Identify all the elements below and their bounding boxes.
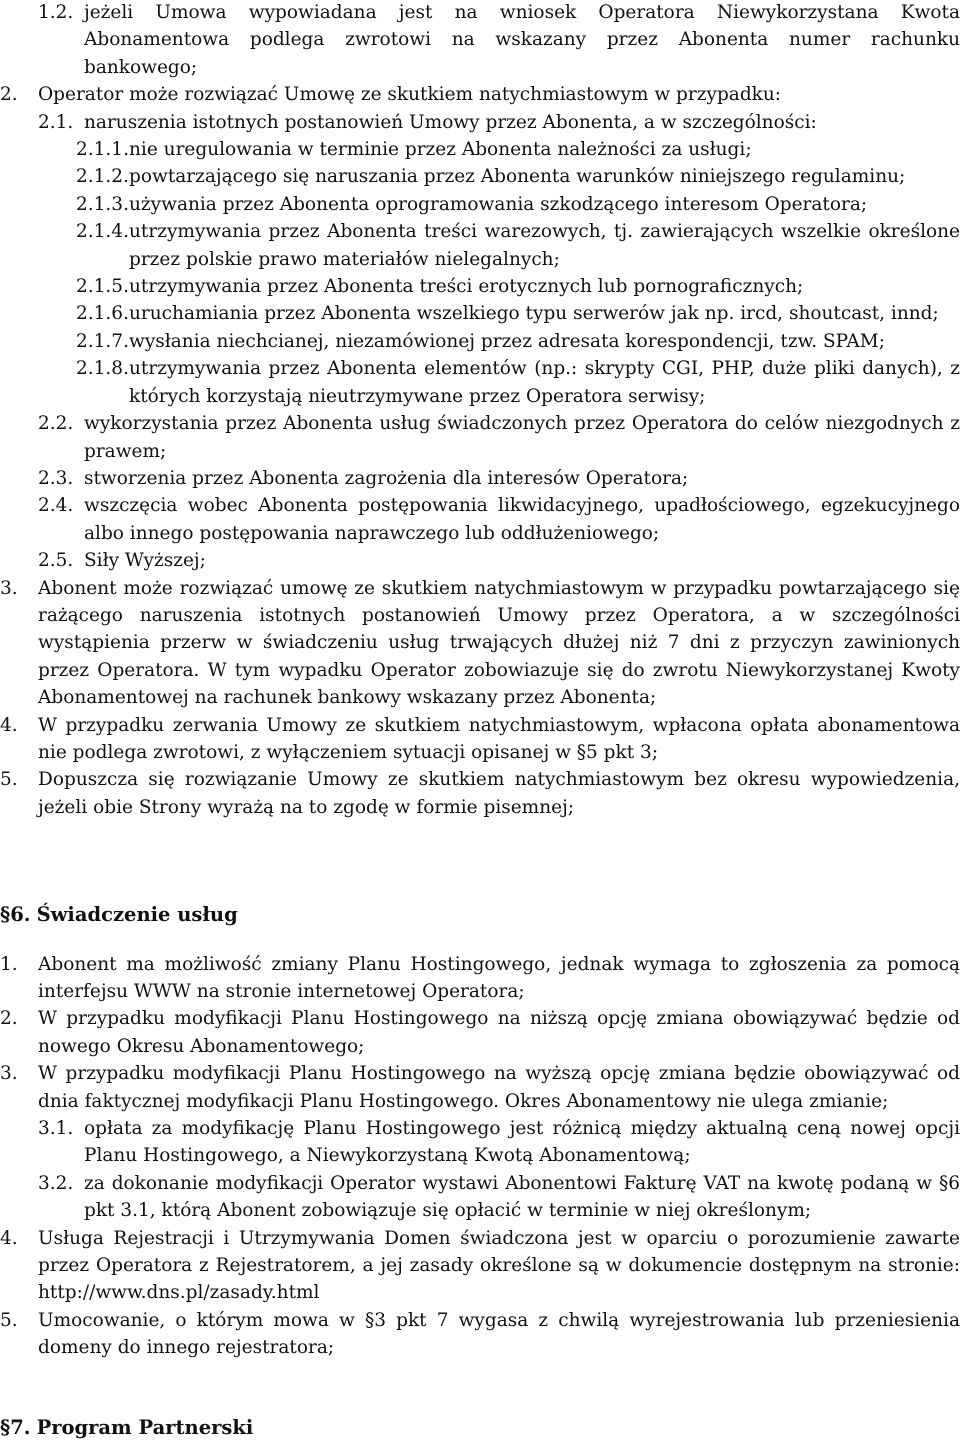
clause-number: 2. [0,1008,18,1030]
clause-number: 4. [0,1227,18,1249]
clause-text: wysłania niechcianej, niezamówionej przez adresata korespondencji, tzw. SPAM; [129,330,885,352]
clause-2-5 [0,547,960,574]
clause-number: 1. [0,953,18,975]
clause-number: 3.1. [38,1118,74,1140]
clause-number: 2.1.2. [76,166,129,188]
clause-5 [0,766,960,821]
clause-text: wszczęcia wobec Abonenta postępowania likwidacyjnego, upadłościowego, egzekucyjnego albo innego postępowania naprawczego lub oddłużeniowego; [84,495,960,544]
s6-clause-4 [0,1225,960,1307]
clause-text: Umocowanie, o którym mowa w §3 pkt 7 wygasa z chwilą wyrejestrowania lub przeniesienia domeny do innego rejestratora; [38,1309,960,1359]
clause-2-2 [0,410,960,465]
clause-text: stworzenia przez Abonenta zagrożenia dla interesów Operatora; [84,467,689,489]
clause-number: 4. [0,714,18,736]
section-number: §6. [0,903,31,927]
section-title: Program Partnerski [36,1415,254,1439]
s6-clause-1 [0,951,960,1006]
section-6-heading [0,901,960,928]
section-title: Świadczenie usług [36,903,238,927]
clause-2-1-6 [0,300,960,327]
clause-1-2 [0,0,960,81]
clause-2-1-8 [0,355,960,410]
clause-number: 2.4. [38,495,74,517]
clause-text: utrzymywania przez Abonenta elementów (np.: skrypty CGI, PHP, duże pliki danych), z których korzystają nieutrzymywane przez Operatora serwisy; [129,358,960,407]
clause-number: 5. [0,769,18,791]
clause-text: Siły Wyższej; [84,550,206,572]
s6-clause-3-1 [0,1115,960,1170]
clause-number: 2.1.8. [76,358,129,380]
clause-4 [0,712,960,767]
clause-number: 3. [0,577,18,599]
clause-number: 3.2. [38,1172,74,1194]
section-number: §7. [0,1415,31,1439]
clause-number: 2.1.3. [76,193,129,215]
clause-text: opłata za modyfikację Planu Hostingowego jest różnicą między aktualną ceną nowej opcji Planu Hostingowego, a Niewykorzystaną Kwotą Abonamentową; [84,1118,960,1167]
s6-clause-2 [0,1005,960,1060]
clause-text: Operator może rozwiązać Umowę ze skutkiem natychmiastowym w przypadku: [38,84,782,106]
section-7-heading [0,1414,960,1441]
clause-text: W przypadku modyfikacji Planu Hostingowego na niższą opcję zmiana obowiązywać będzie od nowego Okresu Abonamentowego; [38,1008,960,1057]
clause-2-1-1 [0,136,960,163]
clause-number: 2.1.5. [76,276,129,298]
clause-2-1-2 [0,163,960,190]
clause-text: Usługa Rejestracji i Utrzymywania Domen świadczona jest w oparciu o porozumienie zawarte przez Operatora z Rejestratorem, a jej zasady określone są w dokumencie dostępnym na stronie: http://www.dns.pl/zasady.html [38,1227,960,1304]
clause-text: wykorzystania przez Abonenta usług świadczonych przez Operatora do celów niezgodnych z prawem; [84,413,960,462]
clause-text: utrzymywania przez Abonenta treści warezowych, tj. zawierających wszelkie określone przez polskie prawo materiałów nielegalnych; [129,221,960,270]
clause-text: za dokonanie modyfikacji Operator wystawi Abonentowi Fakturę VAT na kwotę podaną w §6 pkt 3.1, którą Abonent zobowiązuje się opłacić w terminie w niej określonym; [84,1172,960,1222]
clause-2 [0,81,960,108]
clause-number: 2.1. [38,111,74,133]
clause-number: 2. [0,84,18,106]
clause-text: Dopuszcza się rozwiązanie Umowy ze skutkiem natychmiastowym bez okresu wypowiedzenia, jeżeli obie Strony wyrażą na to zgodę w formie pisemnej; [38,769,960,818]
clause-text: W przypadku modyfikacji Planu Hostingowego na wyższą opcję zmiana będzie obowiązywać od dnia faktycznej modyfikacji Planu Hostingowego. Okres Abonamentowy nie ulega zmianie; [38,1063,960,1112]
clause-3 [0,575,960,712]
clause-2-1-3 [0,191,960,218]
clause-text: utrzymywania przez Abonenta treści erotycznych lub pornograficznych; [129,276,804,298]
s6-clause-3 [0,1060,960,1115]
clause-2-1-4 [0,218,960,273]
clause-number: 2.1.7. [76,330,129,352]
clause-text: jeżeli Umowa wypowiadana jest na wniosek Operatora Niewykorzystana Kwota Abonamentowa podlega zwrotowi na wskazany przez Abonenta numer rachunku bankowego; [84,2,960,78]
s6-clause-5 [0,1307,960,1362]
clause-number: 2.5. [38,550,74,572]
clause-number: 2.1.4. [76,221,129,243]
clause-text: uruchamiania przez Abonenta wszelkiego typu serwerów jak np. ircd, shoutcast, innd; [129,303,939,325]
clause-text: powtarzającego się naruszania przez Abonenta warunków niniejszego regulaminu; [129,166,906,188]
clause-2-3 [0,465,960,492]
clause-text: Abonent może rozwiązać umowę ze skutkiem natychmiastowym w przypadku powtarzającego się rażącego naruszenia istotnych postanowień Umowy przez Operatora, a w szczególności wystąpienia przerw w świadczeniu usług trwających dłużej niż 7 dni z przyczyn zawinionych przez Operatora. W tym wypadku Operator zobowiazuje się do zwrotu Niewykorzystanej Kwoty Abonamentowej na rachunek bankowy wskazany przez Abonenta; [38,577,960,709]
clause-number: 2.1.1. [76,139,129,161]
clause-2-1-7 [0,328,960,355]
clause-text: używania przez Abonenta oprogramowania szkodzącego interesom Operatora; [129,193,868,215]
clause-number: 2.1.6. [76,303,129,325]
clause-2-1 [0,109,960,136]
clause-text: naruszenia istotnych postanowień Umowy przez Abonenta, a w szczególności: [84,111,817,133]
clause-text: Abonent ma możliwość zmiany Planu Hostingowego, jednak wymaga to zgłoszenia za pomocą interfejsu WWW na stronie internetowej Operatora; [38,953,960,1002]
clause-number: 2.3. [38,467,74,489]
clause-text: nie uregulowania w terminie przez Abonenta należności za usługi; [129,139,752,161]
s6-clause-3-2 [0,1170,960,1225]
clause-2-1-5 [0,273,960,300]
clause-number: 2.2. [38,413,74,435]
clause-number: 5. [0,1309,18,1331]
clause-number: 3. [0,1063,18,1085]
clause-2-4 [0,492,960,547]
clause-number: 1.2. [38,2,74,23]
clause-text: W przypadku zerwania Umowy ze skutkiem natychmiastowym, wpłacona opłata abonamentowa nie podlega zwrotowi, z wyłączeniem sytuacji opisanej w §5 pkt 3; [38,714,960,763]
